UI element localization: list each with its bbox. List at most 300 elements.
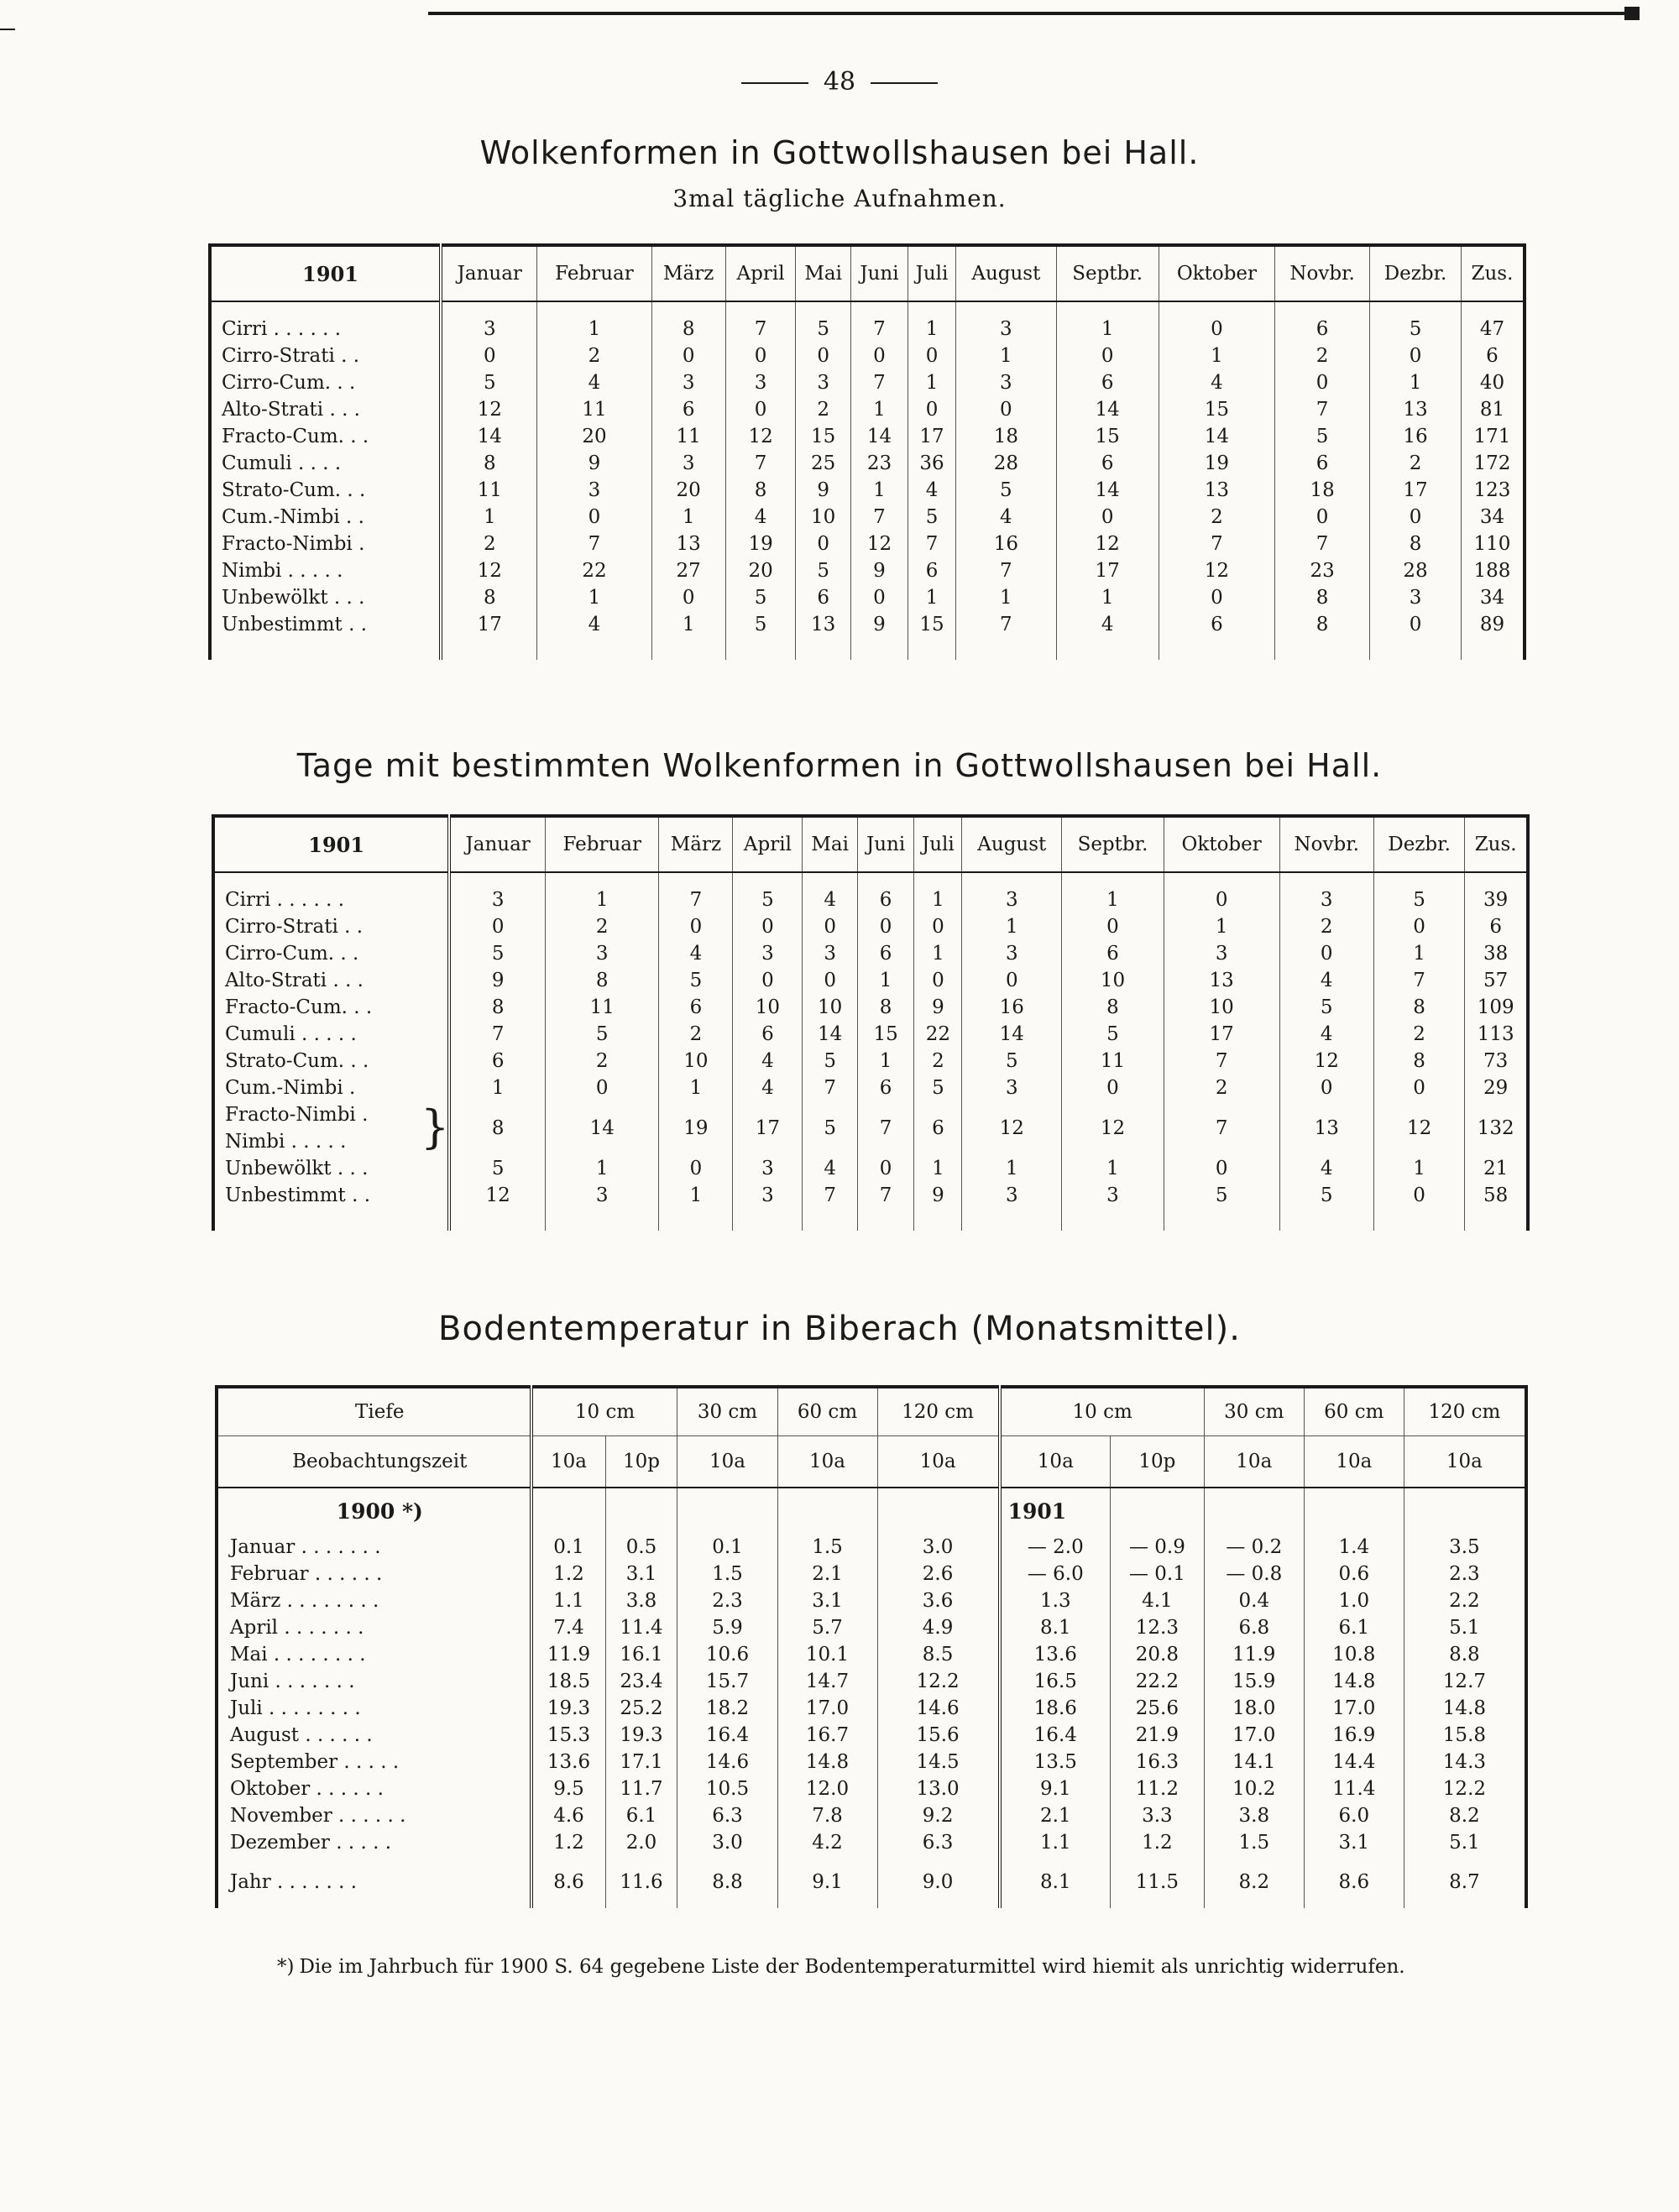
value-cell: 18 [1275, 477, 1370, 504]
value-cell: 0 [1373, 1075, 1464, 1101]
value-cell: 5 [725, 611, 796, 638]
spacer-cell [1279, 872, 1373, 886]
total-cell: 47 [1461, 316, 1525, 343]
value-cell: 1 [907, 316, 955, 343]
value-cell: 14.4 [1304, 1749, 1404, 1775]
value-cell: 1 [857, 967, 914, 994]
total-cell: 39 [1465, 886, 1528, 913]
value-cell: 0 [1373, 1182, 1464, 1209]
value-cell: 6 [659, 994, 733, 1021]
value-cell: 6.8 [1204, 1614, 1304, 1641]
value-cell: 4 [956, 504, 1056, 531]
depth-header: 30 cm [1204, 1387, 1304, 1436]
spacer-row [210, 301, 1525, 316]
value-cell: 2.2 [1404, 1587, 1526, 1614]
value-cell: 17 [1370, 477, 1462, 504]
value-cell: 18.2 [677, 1695, 777, 1722]
value-cell: 12 [962, 1101, 1062, 1155]
table-row [210, 343, 1525, 369]
page-number-dash-left [741, 82, 808, 84]
value-cell: 11.7 [605, 1775, 677, 1802]
col-header: Juli [914, 816, 962, 872]
value-cell: 1 [851, 396, 908, 423]
value-cell: 5 [1370, 316, 1462, 343]
value-cell: 1 [1056, 584, 1159, 611]
row-label: Cirro-Cum. . . [210, 369, 441, 396]
value-cell: 0 [962, 967, 1062, 994]
value-cell: 2 [796, 396, 851, 423]
row-label: Cirro-Cum. . . [213, 940, 449, 967]
section1-subtitle: 3mal tägliche Aufnahmen. [672, 185, 1007, 212]
cell [1110, 1488, 1204, 1534]
total-cell: 38 [1465, 940, 1528, 967]
value-cell: 7 [857, 1182, 914, 1209]
spacer-cell [796, 638, 851, 660]
value-cell: 2 [441, 531, 537, 557]
value-cell: 14 [1159, 423, 1274, 450]
value-cell: 2.1 [1000, 1802, 1111, 1829]
footnote-text: Die im Jahrbuch für 1900 S. 64 gegebene Liste der Bodentemperaturmittel wird hiemit als unrichtig widerrufen. [299, 1956, 1405, 1978]
value-cell: 28 [956, 450, 1056, 477]
time-header: 10p [605, 1436, 677, 1488]
col-header: August [956, 245, 1056, 301]
total-cell: 6 [1465, 913, 1528, 940]
value-cell: 1 [956, 343, 1056, 369]
value-cell: 11 [1062, 1048, 1164, 1075]
row-label: Unbestimmt . . [213, 1182, 449, 1209]
value-cell: 10 [733, 994, 803, 1021]
value-cell: 12 [441, 396, 537, 423]
table-body [210, 301, 1525, 660]
total-cell: 21 [1465, 1155, 1528, 1182]
spacer-cell [956, 638, 1056, 660]
spacer-cell [537, 301, 651, 316]
value-cell: 4 [1279, 967, 1373, 994]
spacer-cell [1461, 638, 1525, 660]
total-cell: 58 [1465, 1182, 1528, 1209]
value-cell: 7 [659, 886, 733, 913]
value-cell: 13 [1159, 477, 1274, 504]
value-cell: 13 [1370, 396, 1462, 423]
row-label: Unbewölkt . . . [210, 584, 441, 611]
value-cell: 12.2 [1404, 1775, 1526, 1802]
col-header: März [651, 245, 725, 301]
value-cell: — 2.0 [1000, 1534, 1111, 1561]
spacer-cell [1062, 872, 1164, 886]
value-cell: 5 [962, 1048, 1062, 1075]
value-cell: 3 [962, 940, 1062, 967]
table-row [213, 1155, 1528, 1182]
total-cell: 57 [1465, 967, 1528, 994]
col-header: Mai [796, 245, 851, 301]
value-cell: 0 [1056, 343, 1159, 369]
spacer-cell [213, 1209, 449, 1231]
value-cell: 1.0 [1304, 1587, 1404, 1614]
row-label: Cirri . . . . . . [213, 886, 449, 913]
value-cell: — 0.9 [1110, 1534, 1204, 1561]
value-cell: 7 [956, 557, 1056, 584]
spacer-cell [651, 638, 725, 660]
table-row [210, 450, 1525, 477]
table-row [210, 504, 1525, 531]
value-cell: 1 [546, 886, 659, 913]
value-cell: 12 [441, 557, 537, 584]
value-cell: 4 [659, 940, 733, 967]
row-label: Strato-Cum. . . [210, 477, 441, 504]
value-cell: 16.7 [777, 1722, 877, 1749]
value-cell: 5 [803, 1101, 857, 1155]
spacer-cell [857, 1209, 914, 1231]
value-cell: 1.3 [1000, 1587, 1111, 1614]
value-cell: 1 [1062, 886, 1164, 913]
value-cell: 22.2 [1110, 1668, 1204, 1695]
value-cell: 3 [537, 477, 651, 504]
spacer-cell [210, 638, 441, 660]
spacer-cell [1275, 638, 1370, 660]
value-cell: 23 [851, 450, 908, 477]
total-cell: 113 [1465, 1021, 1528, 1048]
value-cell: 1 [907, 584, 955, 611]
value-cell: 8 [1062, 994, 1164, 1021]
value-cell: 13 [1164, 967, 1279, 994]
value-cell: 15.8 [1404, 1722, 1526, 1749]
value-cell: 7 [537, 531, 651, 557]
value-cell: 3.8 [605, 1587, 677, 1614]
value-cell: 16.1 [605, 1641, 677, 1668]
total-cell: 188 [1461, 557, 1525, 584]
cloud-days-table [212, 814, 1530, 1231]
value-cell: 0 [449, 913, 545, 940]
value-cell: 5 [907, 504, 955, 531]
value-cell: 8 [1370, 531, 1462, 557]
row-label: Unbestimmt . . [210, 611, 441, 638]
value-cell: 0.6 [1304, 1561, 1404, 1587]
value-cell: 0 [1062, 1075, 1164, 1101]
value-cell: 0 [1164, 886, 1279, 913]
row-label: Mai . . . . . . . . [217, 1641, 531, 1668]
value-cell: 10.1 [777, 1641, 877, 1668]
value-cell: 11.4 [605, 1614, 677, 1641]
value-cell: 12 [1373, 1101, 1464, 1155]
value-cell: 15 [1159, 396, 1274, 423]
value-cell: 8 [441, 584, 537, 611]
value-cell: 11 [546, 994, 659, 1021]
depth-header: 60 cm [1304, 1387, 1404, 1436]
spacer-cell [651, 301, 725, 316]
value-cell: 6 [1056, 450, 1159, 477]
value-cell: 0 [1370, 611, 1462, 638]
value-cell: 4.6 [531, 1802, 605, 1829]
value-cell: 8 [546, 967, 659, 994]
spacer-cell [659, 872, 733, 886]
value-cell: 0 [803, 913, 857, 940]
table-row [213, 1101, 1528, 1128]
row-label: Strato-Cum. . . [213, 1048, 449, 1075]
table-row [217, 1614, 1526, 1641]
table-row [217, 1749, 1526, 1775]
value-cell: 6 [914, 1101, 962, 1155]
value-cell: 10 [1164, 994, 1279, 1021]
value-cell: 16 [1370, 423, 1462, 450]
table-row [213, 940, 1528, 967]
value-cell: — 0.2 [1204, 1534, 1304, 1561]
spacer-cell [1465, 872, 1528, 886]
value-cell: 0 [796, 343, 851, 369]
value-cell: 17 [733, 1101, 803, 1155]
value-cell: 0 [1159, 316, 1274, 343]
top-rule-end [1624, 7, 1640, 20]
value-cell: 19 [1159, 450, 1274, 477]
value-cell: 3.3 [1110, 1802, 1204, 1829]
value-cell: 9.2 [877, 1802, 1000, 1829]
value-cell: 1 [956, 584, 1056, 611]
value-cell: 0 [796, 531, 851, 557]
value-cell: 3 [546, 1182, 659, 1209]
tiefe-header: Tiefe [217, 1387, 531, 1436]
value-cell: 1 [851, 477, 908, 504]
table-row [217, 1641, 1526, 1668]
value-cell: 3 [962, 1182, 1062, 1209]
value-cell: 0 [1056, 504, 1159, 531]
value-cell: 1.2 [531, 1561, 605, 1587]
value-cell: 5 [796, 557, 851, 584]
value-cell: 15 [907, 611, 955, 638]
spacer-cell [1370, 301, 1462, 316]
soil-temperature-table [215, 1385, 1528, 1908]
year-row [217, 1488, 1526, 1534]
value-cell: 3.0 [877, 1534, 1000, 1561]
time-header: 10a [1304, 1436, 1404, 1488]
value-cell: 11.6 [605, 1856, 677, 1908]
value-cell: 3.5 [1404, 1534, 1526, 1561]
table-row [213, 1021, 1528, 1048]
value-cell: 1 [651, 504, 725, 531]
value-cell: 7 [857, 1101, 914, 1155]
edge-tick [0, 29, 15, 30]
value-cell: 14 [1056, 396, 1159, 423]
value-cell: 5 [1062, 1021, 1164, 1048]
value-cell: 6 [1062, 940, 1164, 967]
value-cell: 17 [1164, 1021, 1279, 1048]
header-row [213, 816, 1528, 872]
value-cell: 14 [803, 1021, 857, 1048]
value-cell: 0 [857, 1155, 914, 1182]
section1-title: Wolkenformen in Gottwollshausen bei Hall. [479, 134, 1200, 171]
value-cell: 2.3 [1404, 1561, 1526, 1587]
spacer-cell [1461, 301, 1525, 316]
value-cell: 1 [449, 1075, 545, 1101]
value-cell: 8 [1373, 1048, 1464, 1075]
value-cell: 17 [907, 423, 955, 450]
col-header: April [725, 245, 796, 301]
row-label: Februar . . . . . . [217, 1561, 531, 1587]
value-cell: 7 [851, 369, 908, 396]
total-cell: 34 [1461, 584, 1525, 611]
value-cell: 19.3 [605, 1722, 677, 1749]
footnote [277, 1956, 1405, 1978]
value-cell: 1 [1164, 913, 1279, 940]
table-row [217, 1534, 1526, 1561]
value-cell: 0.1 [531, 1534, 605, 1561]
value-cell: 5 [546, 1021, 659, 1048]
value-cell: 7 [851, 504, 908, 531]
col-header: Zus. [1465, 816, 1528, 872]
value-cell: 12 [1279, 1048, 1373, 1075]
value-cell: 15 [1056, 423, 1159, 450]
value-cell: 3 [1062, 1182, 1164, 1209]
value-cell: 5 [803, 1048, 857, 1075]
value-cell: 19.3 [531, 1695, 605, 1722]
spacer-cell [1373, 872, 1464, 886]
value-cell: 9 [449, 967, 545, 994]
value-cell: 22 [914, 1021, 962, 1048]
value-cell: 18.5 [531, 1668, 605, 1695]
value-cell: 13.5 [1000, 1749, 1111, 1775]
spacer-cell [725, 301, 796, 316]
value-cell: 5 [449, 1155, 545, 1182]
value-cell: 4.1 [1110, 1587, 1204, 1614]
row-label: April . . . . . . . [217, 1614, 531, 1641]
value-cell: 15.9 [1204, 1668, 1304, 1695]
value-cell: 13.6 [531, 1749, 605, 1775]
value-cell: 7 [1159, 531, 1274, 557]
value-cell: — 6.0 [1000, 1561, 1111, 1587]
value-cell: 7 [1275, 531, 1370, 557]
value-cell: 7 [725, 450, 796, 477]
value-cell: 0 [1279, 1075, 1373, 1101]
value-cell: 9 [914, 1182, 962, 1209]
spacer-cell [449, 1209, 545, 1231]
row-label: Cirro-Strati . . [213, 913, 449, 940]
value-cell: 7 [956, 611, 1056, 638]
total-cell: 81 [1461, 396, 1525, 423]
value-cell: 14 [851, 423, 908, 450]
value-cell: 12.3 [1110, 1614, 1204, 1641]
value-cell: 4 [907, 477, 955, 504]
value-cell: 5 [1275, 423, 1370, 450]
row-label: Alto-Strati . . . [210, 396, 441, 423]
table-row [217, 1829, 1526, 1856]
cloud-forms-table [208, 243, 1526, 660]
spacer-cell [962, 1209, 1062, 1231]
time-header: 10a [877, 1436, 1000, 1488]
year-1900: 1900 *) [217, 1488, 531, 1534]
spacer-cell [1164, 872, 1279, 886]
value-cell: 3 [1279, 886, 1373, 913]
value-cell: 14 [1056, 477, 1159, 504]
value-cell: 21.9 [1110, 1722, 1204, 1749]
value-cell: 3 [733, 940, 803, 967]
value-cell: 2 [1164, 1075, 1279, 1101]
row-label: März . . . . . . . . [217, 1587, 531, 1614]
value-cell: 23 [1275, 557, 1370, 584]
value-cell: 1 [914, 1155, 962, 1182]
value-cell: 4 [1279, 1021, 1373, 1048]
col-header: Novbr. [1275, 245, 1370, 301]
table-row [217, 1802, 1526, 1829]
row-label: Juni . . . . . . . [217, 1668, 531, 1695]
value-cell: 7 [449, 1021, 545, 1048]
value-cell: 10.2 [1204, 1775, 1304, 1802]
value-cell: 9 [914, 994, 962, 1021]
value-cell: 2 [546, 913, 659, 940]
value-cell: 1 [537, 584, 651, 611]
row-label: November . . . . . . [217, 1802, 531, 1829]
value-cell: 3 [956, 316, 1056, 343]
table-row [213, 1048, 1528, 1075]
row-label: Dezember . . . . . [217, 1829, 531, 1856]
spacer-cell [1279, 1209, 1373, 1231]
row-label: Oktober . . . . . . [217, 1775, 531, 1802]
jahr-row [217, 1856, 1526, 1908]
value-cell: 2 [1373, 1021, 1464, 1048]
value-cell: 25.2 [605, 1695, 677, 1722]
depth-header: 30 cm [677, 1387, 777, 1436]
cell [677, 1488, 777, 1534]
row-label: Fracto-Cum. . . [213, 994, 449, 1021]
value-cell: 8.2 [1204, 1856, 1304, 1908]
value-cell: 4 [725, 504, 796, 531]
value-cell: 9.1 [1000, 1775, 1111, 1802]
row-label: Nimbi . . . . . [210, 557, 441, 584]
value-cell: 2.3 [677, 1587, 777, 1614]
value-cell: 5 [1373, 886, 1464, 913]
spacer-cell [907, 301, 955, 316]
value-cell: 1 [1159, 343, 1274, 369]
value-cell: 5 [1279, 994, 1373, 1021]
spacer-cell [1159, 301, 1274, 316]
table-row [210, 557, 1525, 584]
table-body [213, 872, 1528, 1231]
value-cell: 8 [449, 994, 545, 1021]
time-header: 10a [1204, 1436, 1304, 1488]
value-cell: 0 [914, 967, 962, 994]
value-cell: 16 [962, 994, 1062, 1021]
time-header: 10a [677, 1436, 777, 1488]
total-cell: 73 [1465, 1048, 1528, 1075]
value-cell: 6.3 [677, 1802, 777, 1829]
value-cell: 14.8 [1404, 1695, 1526, 1722]
value-cell: 0 [907, 343, 955, 369]
value-cell: 2 [1370, 450, 1462, 477]
value-cell: 0.4 [1204, 1587, 1304, 1614]
value-cell: 4 [537, 611, 651, 638]
row-label: Nimbi . . . . . [213, 1128, 449, 1155]
value-cell: 0 [659, 1155, 733, 1182]
value-cell: 14.5 [877, 1749, 1000, 1775]
value-cell: 17.0 [1204, 1722, 1304, 1749]
merge-brace: } [420, 1101, 450, 1153]
value-cell: 4 [733, 1075, 803, 1101]
value-cell: 9 [851, 611, 908, 638]
value-cell: 3 [803, 940, 857, 967]
value-cell: 5.7 [777, 1614, 877, 1641]
value-cell: 3.0 [677, 1829, 777, 1856]
row-label: August . . . . . . [217, 1722, 531, 1749]
value-cell: 14.7 [777, 1668, 877, 1695]
cell [1404, 1488, 1526, 1534]
value-cell: 4 [1159, 369, 1274, 396]
depth-header: 10 cm [1000, 1387, 1205, 1436]
value-cell: 20 [537, 423, 651, 450]
spacer-cell [546, 1209, 659, 1231]
spacer-cell [1062, 1209, 1164, 1231]
value-cell: 0 [537, 504, 651, 531]
value-cell: 0 [441, 343, 537, 369]
value-cell: 2.0 [605, 1829, 677, 1856]
total-cell: 110 [1461, 531, 1525, 557]
value-cell: 8.6 [1304, 1856, 1404, 1908]
